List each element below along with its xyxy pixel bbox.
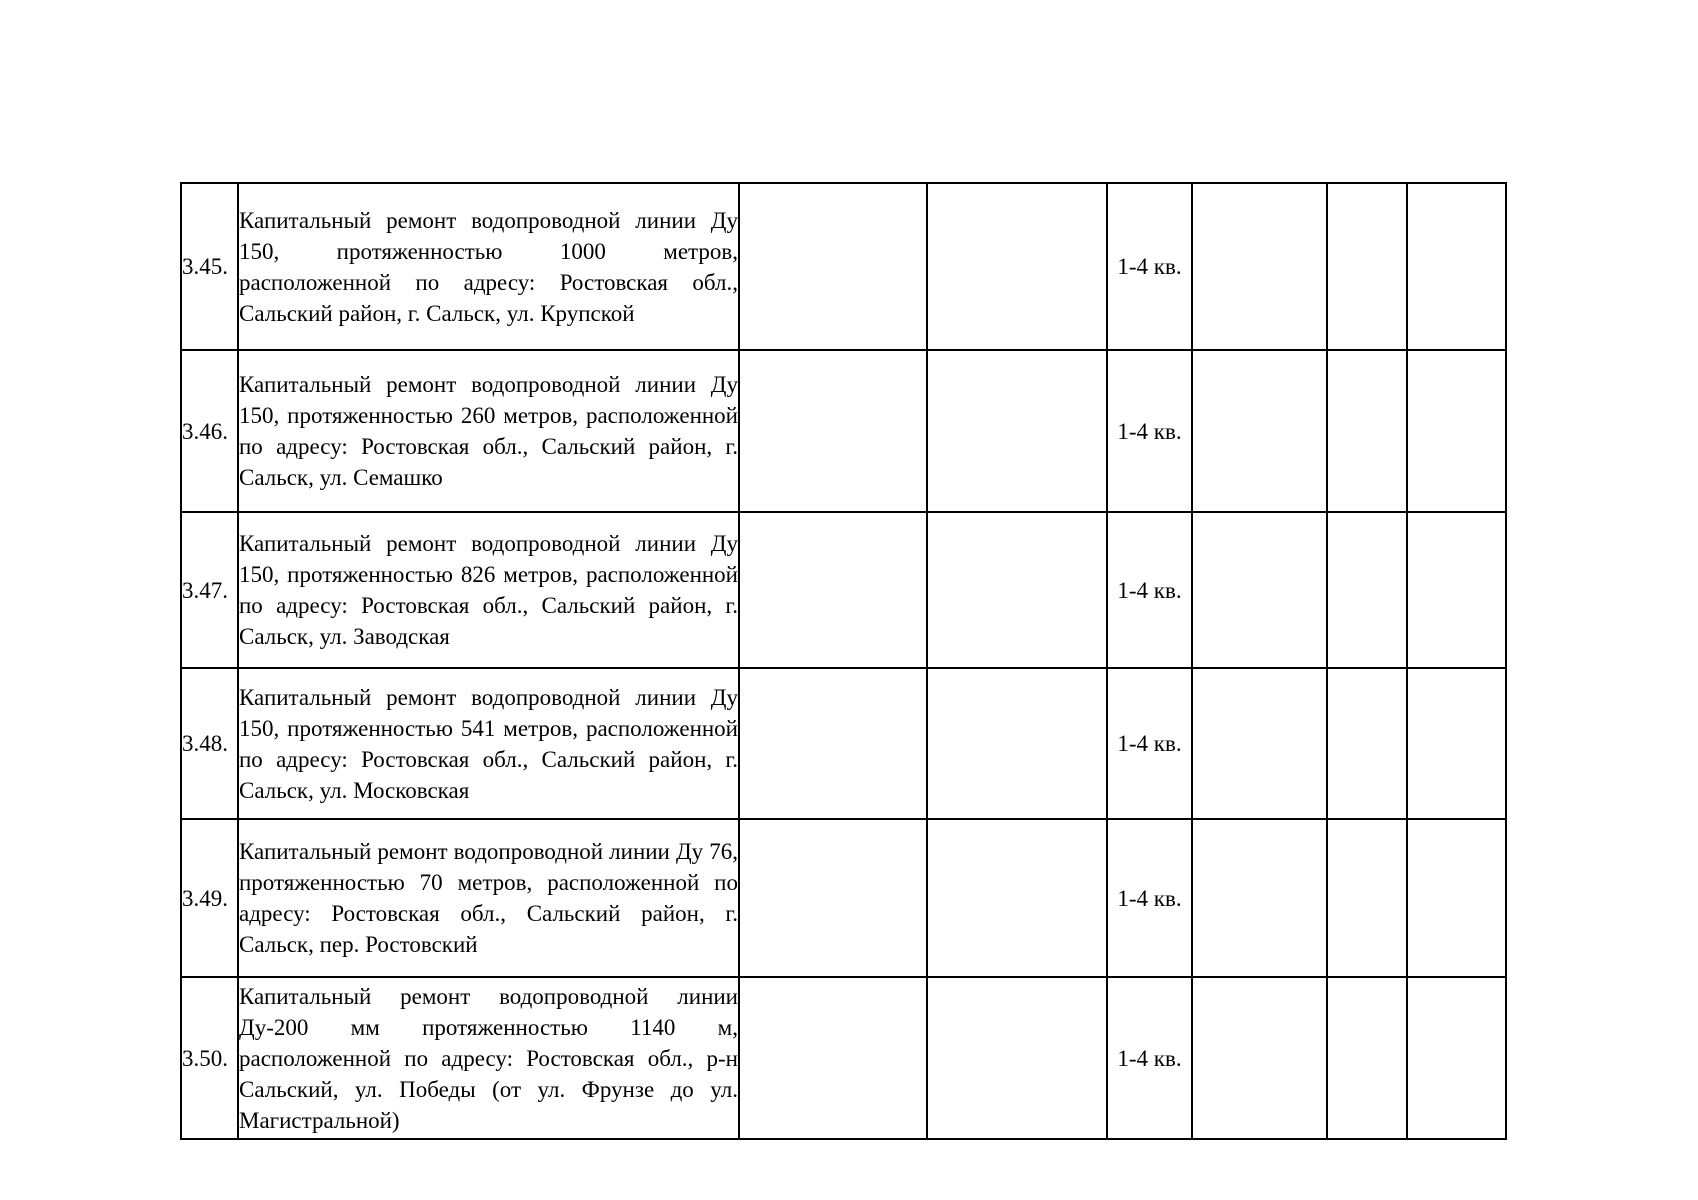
- works-table-page: [180, 182, 1505, 1140]
- table-row: [181, 350, 1506, 512]
- empty-cell: [739, 183, 927, 350]
- empty-cell: [927, 512, 1107, 668]
- row-number: 3.49.: [181, 819, 238, 977]
- period-cell: 1-4 кв.: [1107, 819, 1192, 977]
- work-description: Капитальный ремонт водопроводной линии Ду 150, протяженностью 1000 метров, расположенной по адресу: Ростовская обл., Сальский район, г. Сальск, ул. Крупской: [238, 183, 739, 350]
- row-number: 3.46.: [181, 350, 238, 512]
- empty-cell: [1407, 183, 1506, 350]
- empty-cell: [1192, 183, 1327, 350]
- empty-cell: [1327, 977, 1407, 1139]
- empty-cell: [1407, 819, 1506, 977]
- empty-cell: [1327, 819, 1407, 977]
- period-cell: 1-4 кв.: [1107, 183, 1192, 350]
- row-number: 3.48.: [181, 668, 238, 819]
- period-cell: 1-4 кв.: [1107, 512, 1192, 668]
- empty-cell: [1407, 668, 1506, 819]
- row-number: 3.50.: [181, 977, 238, 1139]
- period-cell: 1-4 кв.: [1107, 668, 1192, 819]
- table-row: [181, 819, 1506, 977]
- empty-cell: [739, 350, 927, 512]
- empty-cell: [1327, 512, 1407, 668]
- work-description: Капитальный ремонт водопроводной линии Ду 76, протяженностью 70 метров, расположенной по адресу: Ростовская обл., Сальский район, г. Сальск, пер. Ростовский: [238, 819, 739, 977]
- work-description: Капитальный ремонт водопроводной линии Ду 150, протяженностью 826 метров, расположенной по адресу: Ростовская обл., Сальский район, г. Сальск, ул. Заводская: [238, 512, 739, 668]
- empty-cell: [1192, 977, 1327, 1139]
- empty-cell: [1327, 350, 1407, 512]
- table-row: [181, 512, 1506, 668]
- empty-cell: [739, 668, 927, 819]
- empty-cell: [1407, 350, 1506, 512]
- empty-cell: [1407, 977, 1506, 1139]
- empty-cell: [1327, 183, 1407, 350]
- work-description: Капитальный ремонт водопроводной линии Ду 150, протяженностью 260 метров, расположенной по адресу: Ростовская обл., Сальский район, г. Сальск, ул. Семашко: [238, 350, 739, 512]
- table-row: [181, 668, 1506, 819]
- table-row: [181, 183, 1506, 350]
- empty-cell: [1407, 512, 1506, 668]
- empty-cell: [927, 183, 1107, 350]
- empty-cell: [1192, 819, 1327, 977]
- empty-cell: [739, 512, 927, 668]
- empty-cell: [927, 819, 1107, 977]
- empty-cell: [739, 977, 927, 1139]
- empty-cell: [1192, 512, 1327, 668]
- empty-cell: [1192, 668, 1327, 819]
- empty-cell: [1327, 668, 1407, 819]
- work-description: Капитальный ремонт водопроводной линии Ду-200 мм протяженностью 1140 м, расположенной по адресу: Ростовская обл., р-н Сальский, ул. Победы (от ул. Фрунзе до ул. Магистральной): [238, 977, 739, 1139]
- empty-cell: [1192, 350, 1327, 512]
- period-cell: 1-4 кв.: [1107, 350, 1192, 512]
- table-row: [181, 977, 1506, 1139]
- period-cell: 1-4 кв.: [1107, 977, 1192, 1139]
- work-description: Капитальный ремонт водопроводной линии Ду 150, протяженностью 541 метров, расположенной по адресу: Ростовская обл., Сальский район, г. Сальск, ул. Московская: [238, 668, 739, 819]
- empty-cell: [739, 819, 927, 977]
- empty-cell: [927, 350, 1107, 512]
- empty-cell: [927, 668, 1107, 819]
- row-number: 3.45.: [181, 183, 238, 350]
- empty-cell: [927, 977, 1107, 1139]
- row-number: 3.47.: [181, 512, 238, 668]
- works-table: [180, 182, 1507, 1140]
